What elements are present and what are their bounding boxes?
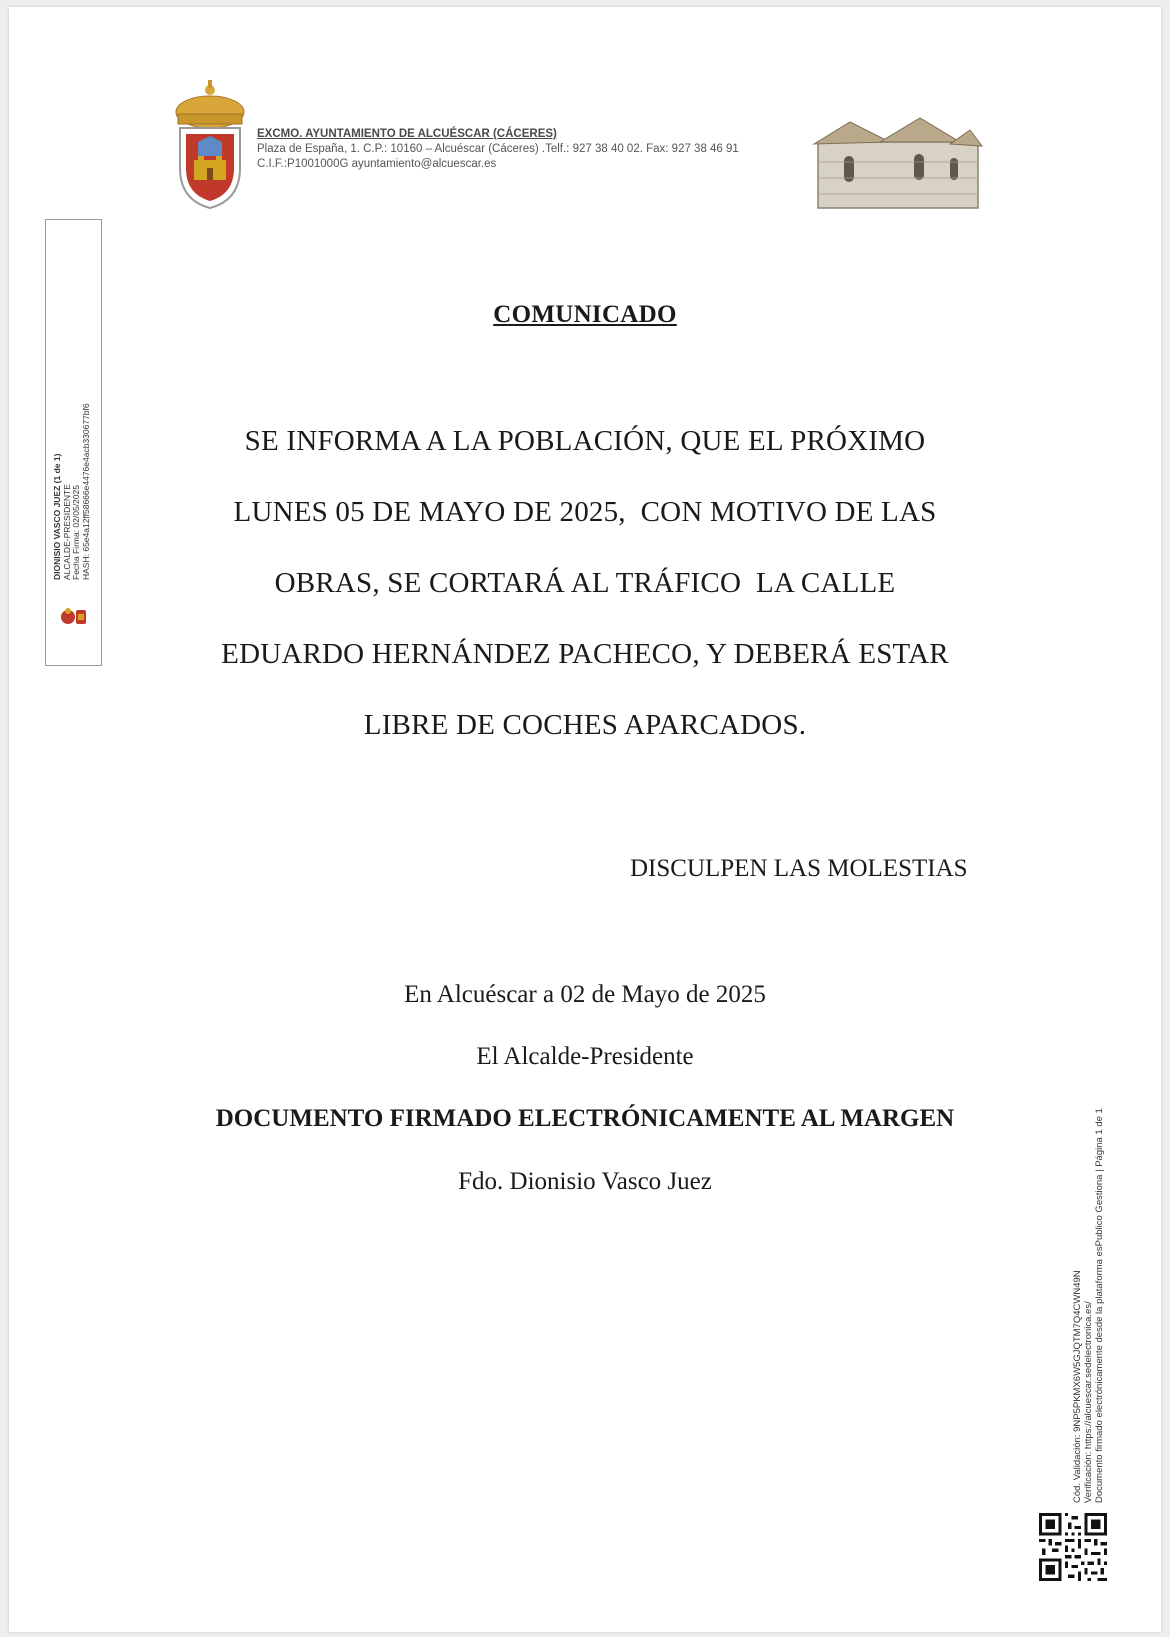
body-line-5: LIBRE DE COCHES APARCADOS. bbox=[363, 709, 807, 741]
body-line-2: LUNES 05 DE MAYO DE 2025, CON MOTIVO DE LAS bbox=[233, 496, 937, 528]
validation-url: Verificación: https://alcuescar.sedelectronica.es/ bbox=[1083, 1301, 1094, 1503]
signature-hash: HASH: 65e4a12ff58666e4476e4acb330677bf6 bbox=[80, 403, 91, 580]
apology-text: DISCULPEN LAS MOLESTIAS bbox=[630, 855, 968, 882]
body-line-3: OBRAS, SE CORTARÁ AL TRÁFICO LA CALLE bbox=[274, 567, 896, 599]
letterhead-title: EXCMO. AYUNTAMIENTO DE ALCUÉSCAR (CÁCERES) bbox=[257, 128, 557, 140]
document-page bbox=[9, 7, 1161, 1632]
body-line-4: EDUARDO HERNÁNDEZ PACHECO, Y DEBERÁ ESTAR bbox=[221, 638, 949, 670]
church-illustration-icon bbox=[810, 112, 985, 212]
letterhead bbox=[257, 127, 739, 172]
signature-name: DIONISIO VASCO JUEZ (1 de 1) bbox=[52, 453, 62, 580]
validation-text bbox=[1072, 1108, 1105, 1503]
body-line-1: SE INFORMA A LA POBLACIÓN, QUE EL PRÓXIMO bbox=[244, 425, 926, 457]
signatory-role: El Alcalde-Presidente bbox=[476, 1043, 694, 1070]
signed-note: DOCUMENTO FIRMADO ELECTRÓNICAMENTE AL MARGEN bbox=[215, 1105, 955, 1132]
letterhead-cif-email: C.I.F.:P1001000G ayuntamiento@alcuescar.es bbox=[257, 158, 497, 170]
letterhead-address: Plaza de España, 1. C.P.: 10160 – Alcuéscar (Cáceres) .Telf.: 927 38 40 02. Fax: 927 38 46 91 bbox=[257, 143, 739, 155]
coat-of-arms-icon bbox=[168, 76, 252, 214]
signature-date: Fecha Firma: 02/05/2025 bbox=[71, 485, 81, 580]
place-date: En Alcuéscar a 02 de Mayo de 2025 bbox=[404, 981, 766, 1008]
qr-code-icon bbox=[1039, 1513, 1107, 1581]
mini-coat-of-arms-icon bbox=[59, 605, 89, 629]
signatory-name: Fdo. Dionisio Vasco Juez bbox=[458, 1168, 712, 1195]
document-title: COMUNICADO bbox=[493, 301, 677, 328]
validation-code: Cód. Validación: 9NP5PKMX6W5GJQTM7Q4CWN49N bbox=[1072, 1270, 1083, 1503]
signature-role: ALCALDE-PRESIDENTE bbox=[61, 484, 72, 580]
validation-platform: Documento firmado electrónicamente desde la plataforma esPublico Gestiona | Página 1 de 1 bbox=[1094, 1108, 1105, 1503]
